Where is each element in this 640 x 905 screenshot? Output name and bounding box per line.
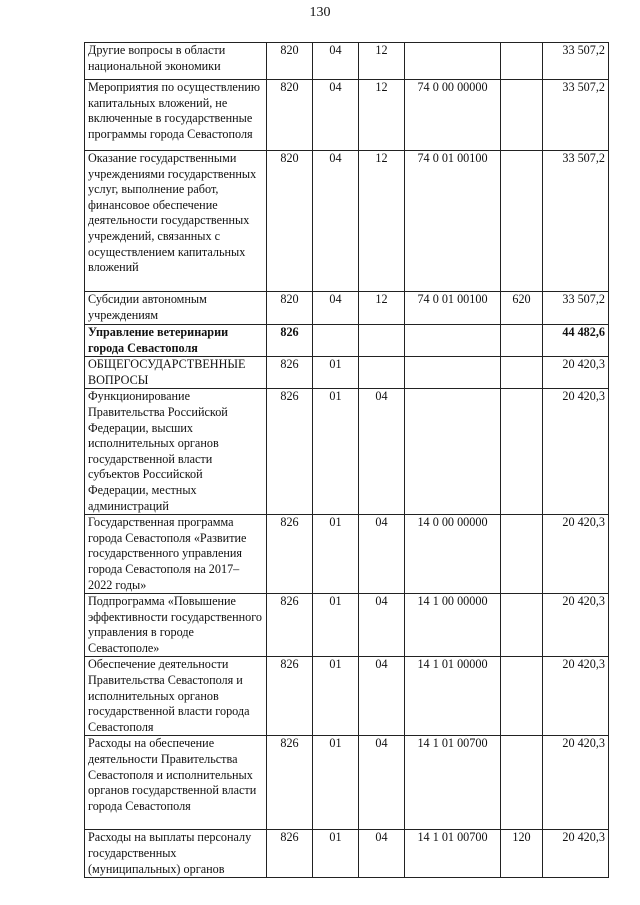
row-section-code: 04: [313, 151, 359, 292]
row-name: Подпрограмма «Повышение эффективности государственного управления в городе Севастополе»: [85, 594, 267, 657]
table-row: [85, 515, 609, 594]
row-amount: 20 420,3: [543, 736, 609, 830]
row-subsection-code: 04: [359, 594, 405, 657]
row-name: Мероприятия по осуществлению капитальных вложений, не включенные в государственные программы города Севастополя: [85, 80, 267, 151]
row-ved-code: 826: [267, 357, 313, 389]
row-amount: 33 507,2: [543, 151, 609, 292]
row-name: Функционирование Правительства Российской Федерации, высших исполнительных органов государственной власти субъектов Российской Федерации, местных администраций: [85, 389, 267, 515]
row-ved-code: 826: [267, 325, 313, 357]
row-subsection-code: 12: [359, 80, 405, 151]
row-target-article: 14 1 01 00700: [405, 830, 501, 878]
row-ved-code: 820: [267, 292, 313, 325]
budget-table: [84, 42, 609, 878]
row-ved-code: 820: [267, 80, 313, 151]
row-subsection-code: 04: [359, 657, 405, 736]
row-ved-code: 826: [267, 515, 313, 594]
row-ved-code: 826: [267, 389, 313, 515]
row-amount: 33 507,2: [543, 43, 609, 80]
row-section-code: 04: [313, 292, 359, 325]
row-name: Управление ветеринарии города Севастополя: [85, 325, 267, 357]
row-name: Другие вопросы в области национальной экономики: [85, 43, 267, 80]
row-target-article: 14 1 01 00700: [405, 736, 501, 830]
row-subsection-code: [359, 357, 405, 389]
table-row: [85, 736, 609, 830]
row-expense-type: [501, 151, 543, 292]
row-target-article: [405, 43, 501, 80]
row-amount: 20 420,3: [543, 830, 609, 878]
row-expense-type: [501, 389, 543, 515]
row-ved-code: 826: [267, 594, 313, 657]
row-name: Государственная программа города Севастополя «Развитие государственного управления города Севастополя на 2017–2022 годы»: [85, 515, 267, 594]
row-target-article: [405, 389, 501, 515]
row-amount: 44 482,6: [543, 325, 609, 357]
row-subsection-code: 04: [359, 515, 405, 594]
row-target-article: 74 0 00 00000: [405, 80, 501, 151]
row-section-code: [313, 325, 359, 357]
row-subsection-code: 12: [359, 151, 405, 292]
row-subsection-code: 04: [359, 830, 405, 878]
row-name: Оказание государственными учреждениями государственных услуг, выполнение работ, финансовое обеспечение деятельности государственных учреждений, связанных с осуществлением капитальных вложений: [85, 151, 267, 292]
row-amount: 20 420,3: [543, 515, 609, 594]
row-target-article: 14 0 00 00000: [405, 515, 501, 594]
row-section-code: 01: [313, 736, 359, 830]
table-row: [85, 292, 609, 325]
table-row: [85, 151, 609, 292]
row-amount: 33 507,2: [543, 292, 609, 325]
row-target-article: 74 0 01 00100: [405, 292, 501, 325]
row-subsection-code: 04: [359, 736, 405, 830]
table-row: [85, 80, 609, 151]
row-expense-type: [501, 657, 543, 736]
row-expense-type: [501, 736, 543, 830]
row-subsection-code: [359, 325, 405, 357]
row-expense-type: [501, 357, 543, 389]
row-section-code: 01: [313, 357, 359, 389]
row-ved-code: 826: [267, 657, 313, 736]
row-amount: 33 507,2: [543, 80, 609, 151]
row-target-article: 14 1 00 00000: [405, 594, 501, 657]
row-name: Расходы на выплаты персоналу государственных (муниципальных) органов: [85, 830, 267, 878]
row-ved-code: 820: [267, 151, 313, 292]
row-expense-type: 620: [501, 292, 543, 325]
row-name: Расходы на обеспечение деятельности Правительства Севастополя и исполнительных органов государственной власти города Севастополя: [85, 736, 267, 830]
row-subsection-code: 04: [359, 389, 405, 515]
row-section-code: 01: [313, 594, 359, 657]
row-ved-code: 820: [267, 43, 313, 80]
row-target-article: [405, 325, 501, 357]
row-expense-type: [501, 43, 543, 80]
row-section-code: 04: [313, 43, 359, 80]
table-row: [85, 325, 609, 357]
row-target-article: 74 0 01 00100: [405, 151, 501, 292]
table-row: [85, 357, 609, 389]
row-expense-type: [501, 515, 543, 594]
row-expense-type: 120: [501, 830, 543, 878]
row-ved-code: 826: [267, 830, 313, 878]
table-row: [85, 389, 609, 515]
row-target-article: [405, 357, 501, 389]
table-row: [85, 830, 609, 878]
row-target-article: 14 1 01 00000: [405, 657, 501, 736]
row-name: ОБЩЕГОСУДАРСТВЕННЫЕ ВОПРОСЫ: [85, 357, 267, 389]
row-subsection-code: 12: [359, 43, 405, 80]
row-section-code: 01: [313, 830, 359, 878]
row-amount: 20 420,3: [543, 389, 609, 515]
row-expense-type: [501, 80, 543, 151]
row-ved-code: 826: [267, 736, 313, 830]
row-section-code: 01: [313, 657, 359, 736]
table-row: [85, 43, 609, 80]
row-expense-type: [501, 594, 543, 657]
row-amount: 20 420,3: [543, 357, 609, 389]
row-expense-type: [501, 325, 543, 357]
row-subsection-code: 12: [359, 292, 405, 325]
row-name: Обеспечение деятельности Правительства Севастополя и исполнительных органов государственной власти города Севастополя: [85, 657, 267, 736]
page-number: 130: [309, 5, 331, 20]
table-row: [85, 657, 609, 736]
row-section-code: 04: [313, 80, 359, 151]
table-row: [85, 594, 609, 657]
row-amount: 20 420,3: [543, 657, 609, 736]
row-section-code: 01: [313, 389, 359, 515]
row-name: Субсидии автономным учреждениям: [85, 292, 267, 325]
row-amount: 20 420,3: [543, 594, 609, 657]
row-section-code: 01: [313, 515, 359, 594]
